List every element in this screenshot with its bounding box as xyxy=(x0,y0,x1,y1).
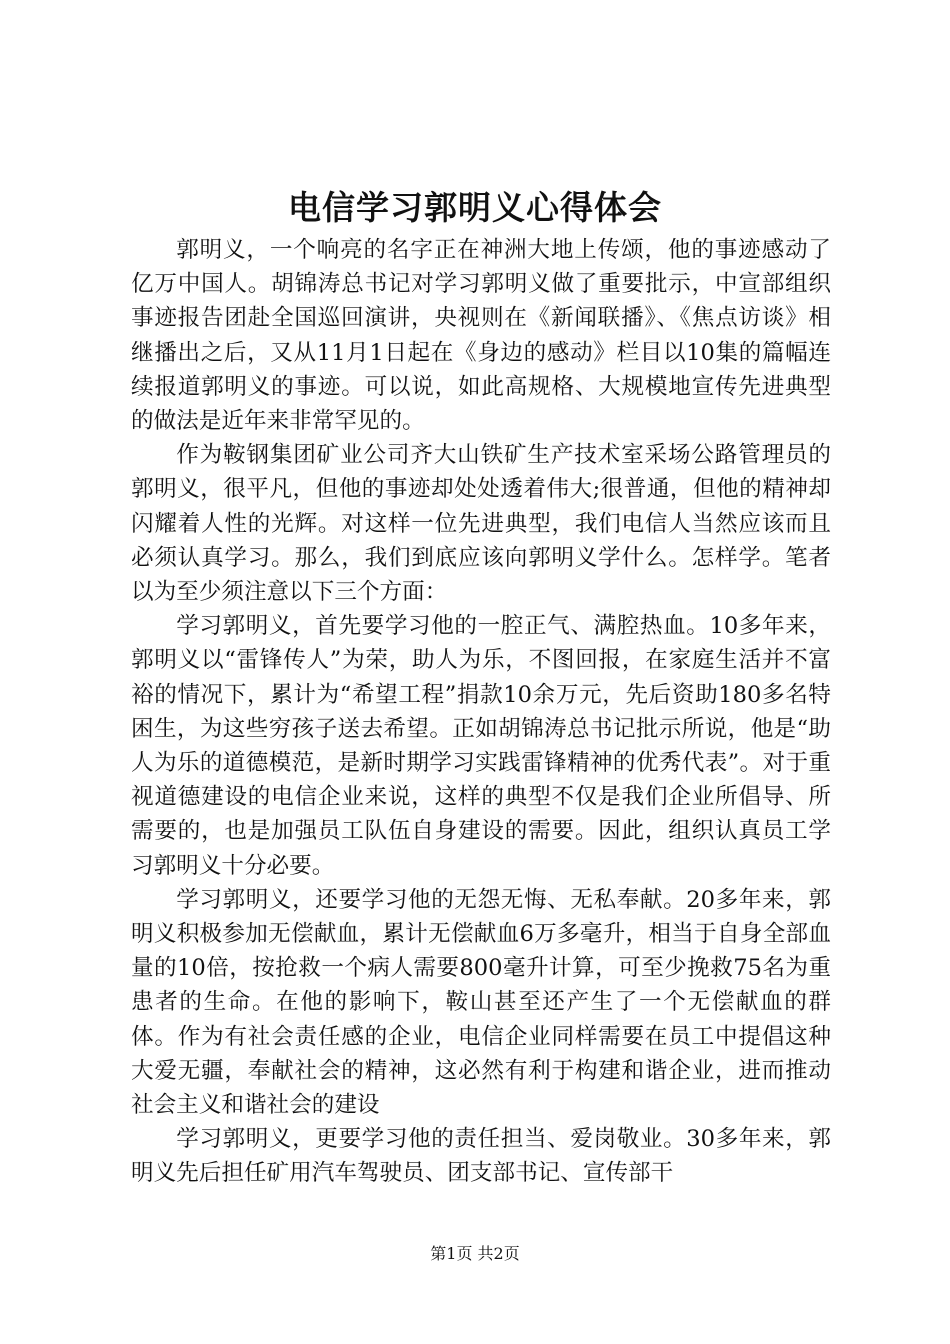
page-number-footer: 第1页 共2页 xyxy=(430,1244,520,1263)
document-body xyxy=(131,233,831,1191)
document-title: 电信学习郭明义心得体会 xyxy=(288,188,662,227)
paragraph-4: 学习郭明义，还要学习他的无怨无悔、无私奉献。20多年来，郭明义积极参加无偿献血，累计无偿献血6万多毫升，相当于自身全部血量的10倍，按抢救一个病人需要800毫升计算，可至少挽救75名为重患者的生命。在他的影响下，鞍山甚至还产生了一个无偿献血的群体。作为有社会责任感的企业，电信企业同样需要在员工中提倡这种大爱无疆，奉献社会的精神，这必然有利于构建和谐企业，进而推动社会主义和谐社会的建设 xyxy=(131,886,831,1119)
paragraph-5: 学习郭明义，更要学习他的责任担当、爱岗敬业。30多年来，郭明义先后担任矿用汽车驾驶员、团支部书记、宣传部干 xyxy=(131,1126,831,1187)
paragraph-1: 郭明义，一个响亮的名字正在神洲大地上传颂，他的事迹感动了亿万中国人。胡锦涛总书记对学习郭明义做了重要批示，中宣部组织事迹报告团赴全国巡回演讲，央视则在《新闻联播》、《焦点访谈》相继播出之后，又从11月1日起在《身边的感动》栏目以10集的篇幅连续报道郭明义的事迹。可以说，如此高规格、大规模地宣传先进典型的做法是近年来非常罕见的。 xyxy=(131,237,831,435)
paragraph-3: 学习郭明义，首先要学习他的一腔正气、满腔热血。10多年来，郭明义以“雷锋传人”为荣，助人为乐，不图回报，在家庭生活并不富裕的情况下，累计为“希望工程”捐款10余万元，先后资助180多名特困生，为这些穷孩子送去希望。正如胡锦涛总书记批示所说，他是“助人为乐的道德模范，是新时期学习实践雷锋精神的优秀代表”。对于重视道德建设的电信企业来说，这样的典型不仅是我们企业所倡导、所需要的，也是加强员工队伍自身建设的需要。因此，组织认真员工学习郭明义十分必要。 xyxy=(131,613,831,879)
paragraph-2: 作为鞍钢集团矿业公司齐大山铁矿生产技术室采场公路管理员的郭明义，很平凡，但他的事迹却处处透着伟大;很普通，但他的精神却闪耀着人性的光辉。对这样一位先进典型，我们电信人当然应该而且必须认真学习。那么，我们到底应该向郭明义学什么。怎样学。笔者以为至少须注意以下三个方面： xyxy=(131,442,831,606)
